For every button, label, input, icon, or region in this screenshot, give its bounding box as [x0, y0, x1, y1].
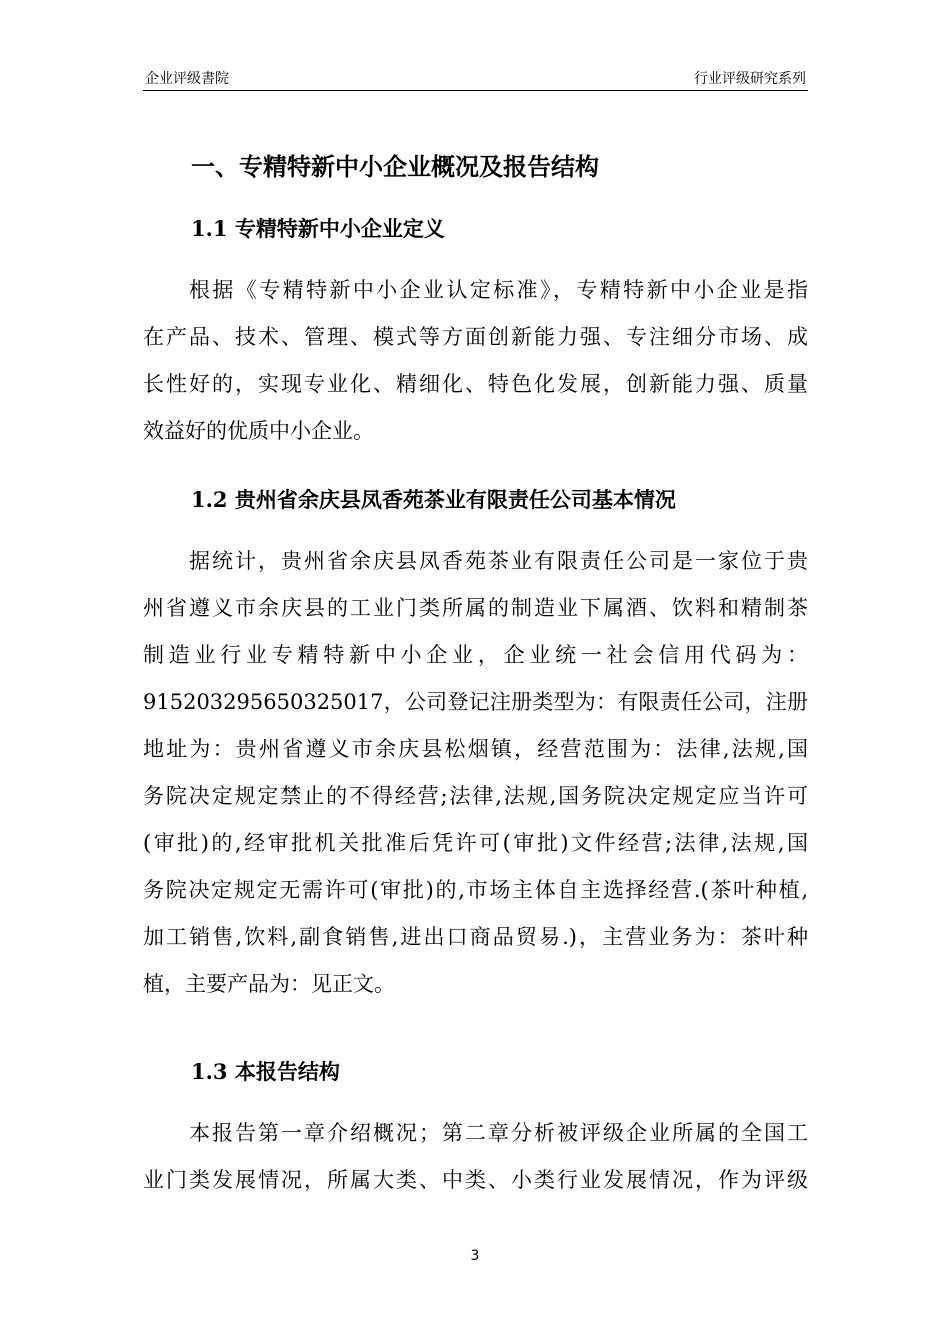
- section-title: 一、专精特新中小企业概况及报告结构: [191, 152, 599, 181]
- subsection-heading-1-3: 1.3 本报告结构: [191, 1059, 340, 1084]
- text-line: 915203295650325017，公司登记注册类型为：有限责任公司，注册: [143, 690, 808, 714]
- text-line: 长性好的，实现专业化、精细化、特色化发展，创新能力强、质量: [143, 372, 808, 396]
- text-line: 加工销售,饮料,副食销售,进出口商品贸易.)，主营业务为：茶叶种: [143, 925, 808, 949]
- page-header: [143, 64, 808, 91]
- text-line: 务院决定规定禁止的不得经营;法律,法规,国务院决定规定应当许可: [143, 784, 808, 808]
- text-line: 制造业行业专精特新中小企业，企业统一社会信用代码为：: [143, 643, 808, 667]
- subsection-heading-1-1: 1.1 专精特新中小企业定义: [191, 216, 445, 241]
- paragraph-definition: [143, 267, 808, 455]
- text-line: 效益好的优质中小企业。: [143, 419, 374, 443]
- text-line: 根据《专精特新中小企业认定标准》，专精特新中小企业是指: [189, 278, 808, 302]
- text-line: 业门类发展情况，所属大类、中类、小类行业发展情况，作为评级: [143, 1168, 808, 1192]
- text-line: (审批)的,经审批机关批准后凭许可(审批)文件经营;法律,法规,国: [143, 831, 808, 855]
- text-line: 据统计，贵州省余庆县凤香苑茶业有限责任公司是一家位于贵: [189, 549, 808, 573]
- text-line: 州省遵义市余庆县的工业门类所属的制造业下属酒、饮料和精制茶: [143, 596, 808, 620]
- text-line: 地址为：贵州省遵义市余庆县松烟镇，经营范围为：法律,法规,国: [143, 737, 808, 761]
- paragraph-report-structure: [143, 1110, 808, 1204]
- text-line: 务院决定规定无需许可(审批)的,市场主体自主选择经营.(茶叶种植,: [143, 878, 808, 902]
- paragraph-company-info: [143, 538, 808, 1008]
- page-number: 3: [470, 1248, 480, 1264]
- text-line: 在产品、技术、管理、模式等方面创新能力强、专注细分市场、成: [143, 325, 808, 349]
- header-series: 行业评级研究系列: [694, 71, 806, 87]
- subsection-heading-1-2: 1.2 贵州省余庆县凤香苑茶业有限责任公司基本情况: [191, 487, 676, 512]
- header-publisher: 企业评级書院: [145, 71, 229, 87]
- text-line: 植，主要产品为：见正文。: [143, 972, 395, 996]
- text-line: 本报告第一章介绍概况；第二章分析被评级企业所属的全国工: [189, 1121, 808, 1145]
